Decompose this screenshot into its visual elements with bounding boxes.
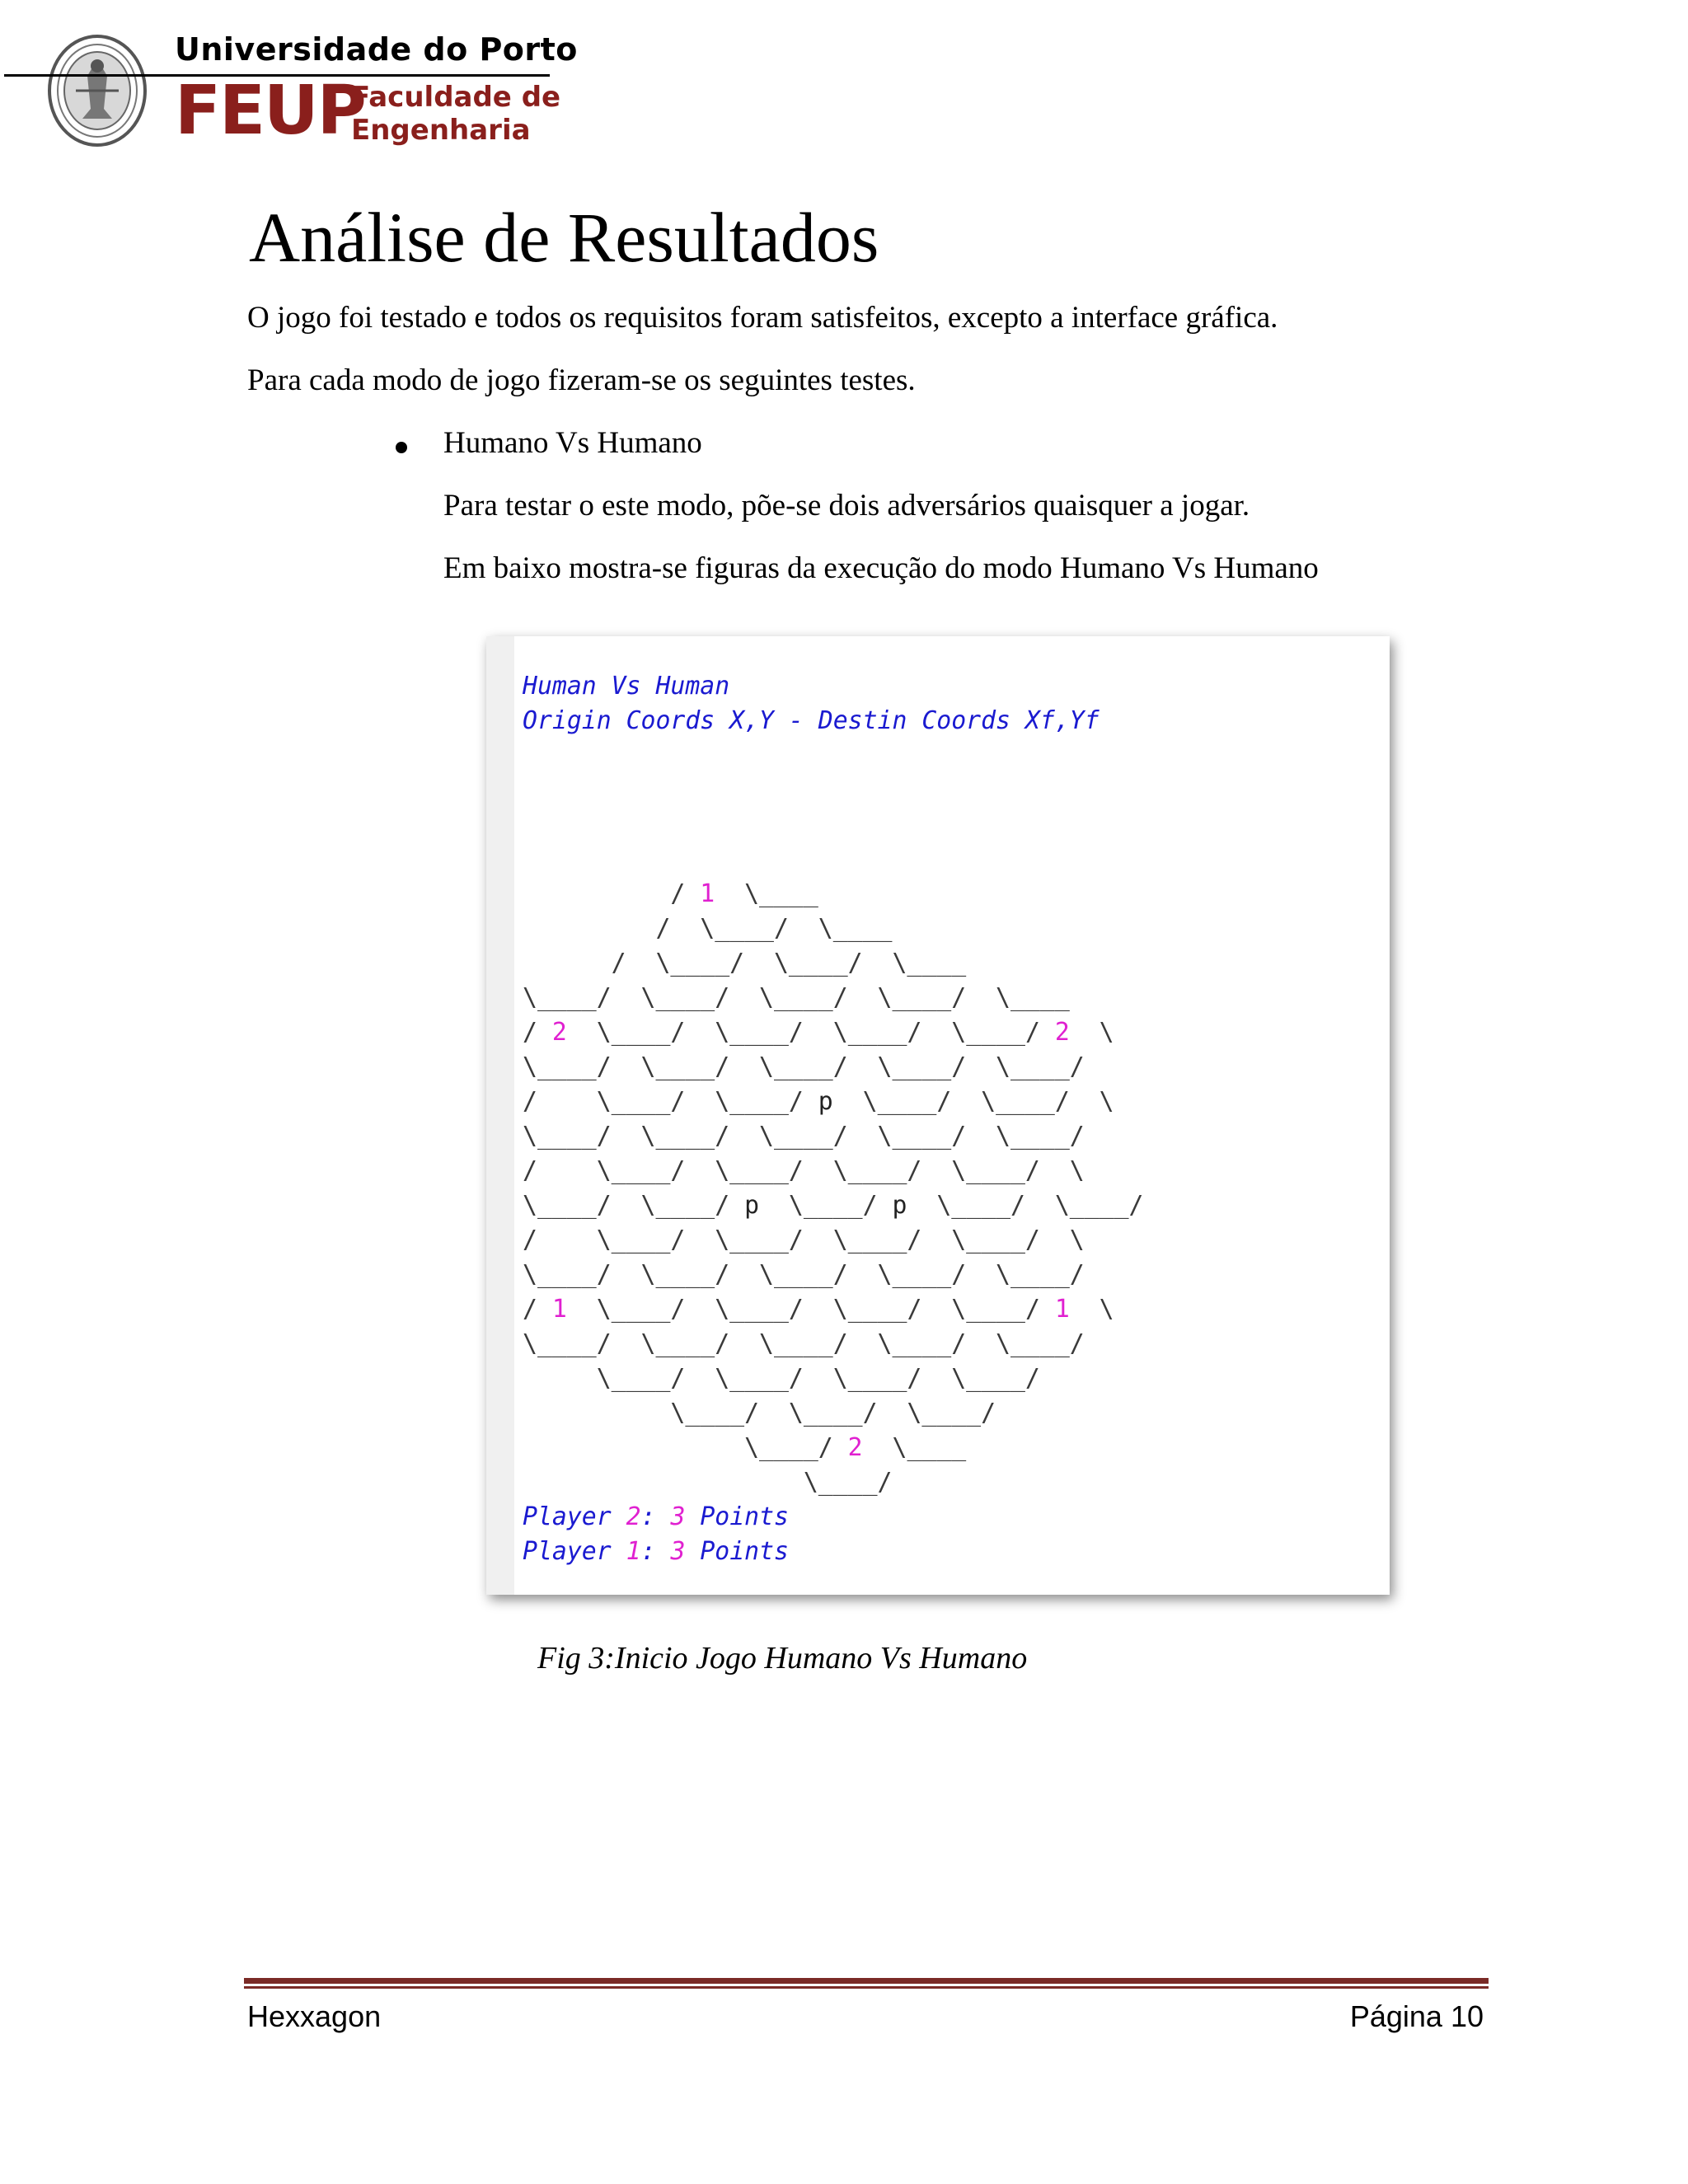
footer-page-number: Página 10	[1349, 1999, 1484, 2033]
faculty-name-line1: Faculdade de	[351, 81, 561, 114]
console-output	[523, 669, 1144, 1569]
bullet-subtext-2: Em baixo mostra-se figuras da execução do modo Humano Vs Humano	[443, 551, 1319, 585]
player2-score: Player 2: 3 Points	[523, 1502, 789, 1531]
university-seal-icon	[46, 33, 148, 148]
console-instructions: Origin Coords X,Y - Destin Coords Xf,Yf	[523, 706, 1100, 735]
player1-score: Player 1: 3 Points	[523, 1537, 789, 1566]
paragraph-1: O jogo foi testado e todos os requisitos foram satisfeitos, excepto a interface gráfica.	[247, 301, 1278, 335]
bullet-icon	[396, 442, 407, 453]
bullet-subtext-1: Para testar o este modo, põe-se dois adversários quaisquer a jogar.	[443, 489, 1250, 523]
footer-document-name: Hexxagon	[247, 1999, 382, 2033]
console-screenshot	[486, 636, 1390, 1595]
university-logo	[0, 25, 578, 157]
faculty-name	[351, 81, 560, 147]
faculty-acronym: FEUP	[175, 72, 365, 150]
section-title: Análise de Resultados	[249, 198, 879, 277]
paragraph-2: Para cada modo de jogo fizeram-se os seguintes testes.	[247, 363, 916, 397]
hex-board: / 1 \____ / \____/ \____ / \____/ \____/ \____ \____/ \____/ \____/ \____/ \____ / 2 \____/ \____/ \____/ \____/ 2 \ \____/ \____/ \____/ \____/ \____/ / \____/ \____/ p \____/ \____/ \ \____/ \____/ \____/ \____/ \____/ / \____/ \____/ \____/ \____/ \ \____/ \____/ p \____/ p \____/ \____/ / \____/ \____/ \____/ \____/ \ \____/ \____/ \____/ \____/ \____/ / 1 \____/ \____/ \____/ \____/ 1 \ \____/ \____/ \____/ \____/ \____/ \____/ \____/ \____/ \____/ \____/ \____/ \____/ \____/ 2 \____ \____/	[523, 879, 1144, 1497]
console-title: Human Vs Human	[523, 672, 730, 701]
university-name: Universidade do Porto	[175, 31, 578, 68]
console-margin	[486, 636, 514, 1595]
footer-rule-thick	[244, 1978, 1489, 1984]
faculty-name-line2: Engenharia	[351, 114, 531, 147]
figure-caption: Fig 3:Inicio Jogo Humano Vs Humano	[537, 1641, 1028, 1675]
bullet-item: Humano Vs Humano	[443, 426, 702, 460]
footer-rule-thin	[244, 1986, 1489, 1989]
